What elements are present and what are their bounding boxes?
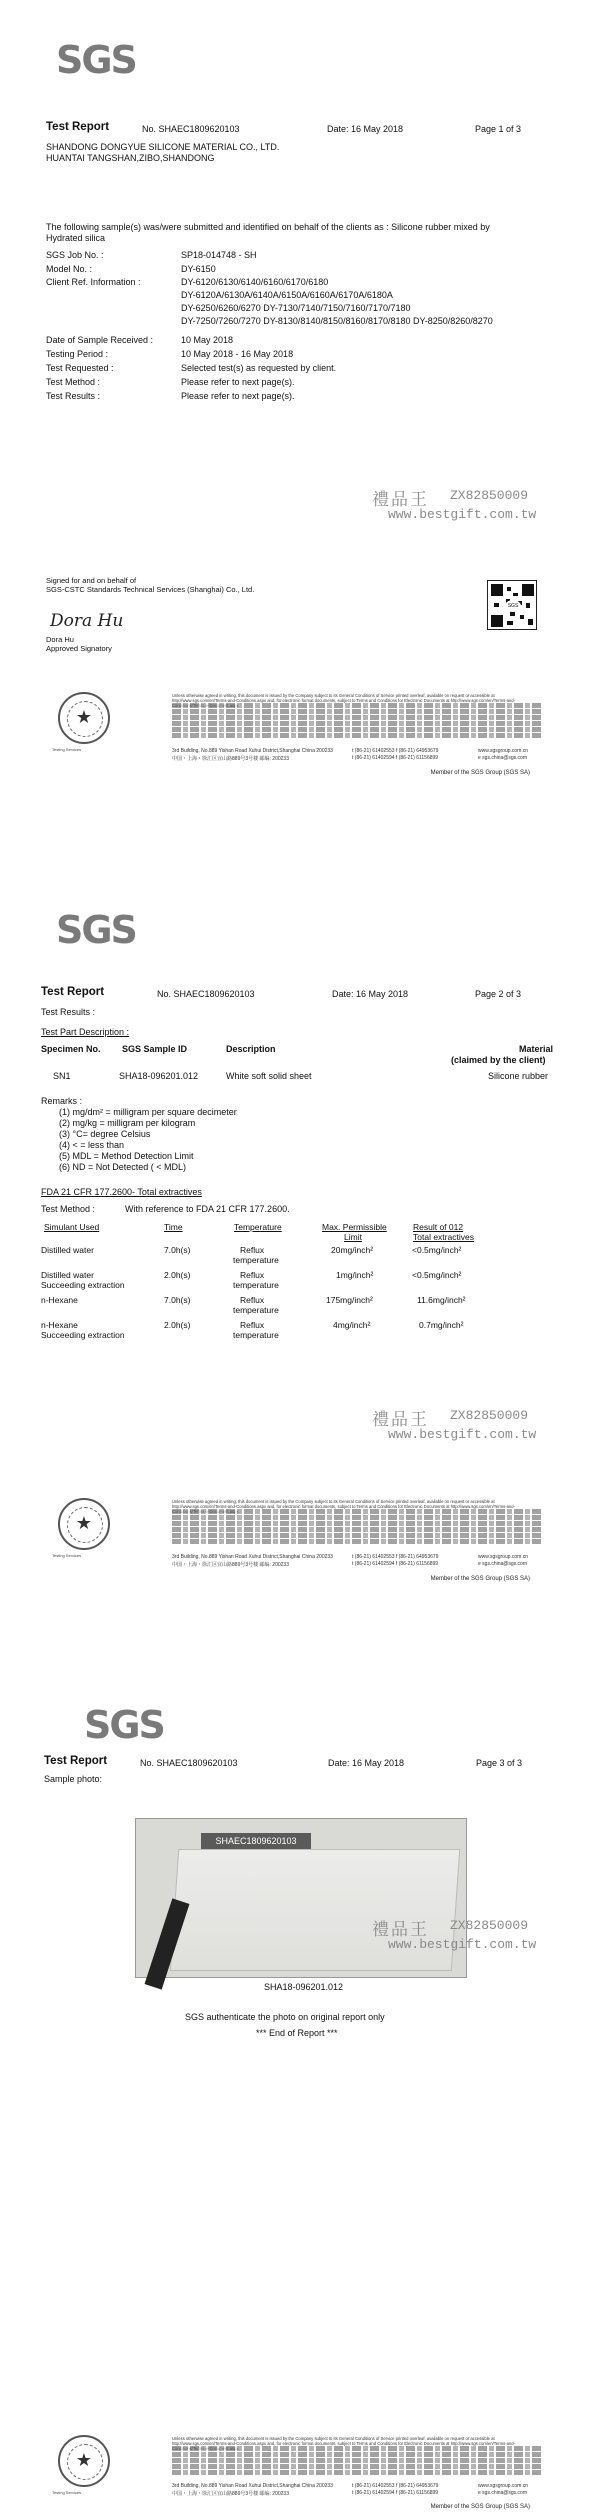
report-date: Date: 16 May 2018	[328, 1758, 405, 1768]
phone-en: t (86-21) 61402553 f (86-21) 64953679	[352, 2483, 439, 2489]
cell-time: 2.0h(s)	[164, 1320, 191, 1330]
qr-label: SGS	[505, 600, 521, 612]
test-method-value: With reference to FDA 21 CFR 177.2600.	[125, 1204, 290, 1214]
client-ref-line: DY-6250/6260/6270 DY-7130/7140/7150/7160/7170/7180	[181, 303, 411, 313]
cell-temp-2: temperature	[233, 1280, 279, 1290]
signer-title: Approved Signatory	[46, 644, 112, 653]
sgs-logo: SGS	[84, 1703, 164, 1747]
cell-simulant-2: Succeeding extraction	[41, 1280, 125, 1290]
cell-simulant: Distilled water	[41, 1270, 94, 1280]
member-note: Member of the SGS Group (SGS SA)	[430, 1576, 530, 1582]
sgs-logo: SGS	[56, 908, 136, 952]
address-en: 3rd Building, No.889 Yishan Road Xuhui District,Shanghai China 200233	[172, 748, 333, 754]
email: e sgs.china@sgs.com	[478, 2490, 527, 2496]
field-label: Test Method :	[46, 377, 101, 387]
cell-result: 11.6mg/inch²	[417, 1295, 466, 1305]
cell-result: <0.5mg/inch²	[412, 1245, 462, 1255]
report-number: No. SHAEC1809620103	[157, 989, 255, 999]
remark-item: (6) ND = Not Detected ( < MDL)	[59, 1162, 187, 1172]
client-ref-line: DY-7250/7260/7270 DY-8130/8140/8150/8160/8170/8180 DY-8250/8260/8270	[181, 316, 493, 326]
address-en: 3rd Building, No.889 Yishan Road Xuhui District,Shanghai China 200233	[172, 1554, 333, 1560]
sample-material: Silicone rubber	[488, 1071, 549, 1081]
field-label: Testing Period :	[46, 349, 109, 359]
report-page-2	[0, 870, 600, 1705]
seal-caption: Testing Services	[52, 747, 82, 752]
cell-simulant: n-Hexane	[41, 1320, 78, 1330]
watermark-url: www.bestgift.com.tw	[388, 507, 537, 522]
client-address: HUANTAI TANGSHAN,ZIBO,SHANDONG	[46, 153, 215, 163]
signer-name: Dora Hu	[46, 635, 74, 644]
address-cn: 中国・上海・徐汇区宜山路889号3号楼 邮编: 200233	[172, 1562, 289, 1568]
field-label: Test Results :	[46, 391, 101, 401]
seal-caption: Testing Services	[52, 1553, 82, 1558]
signature: Dora Hu	[50, 611, 124, 631]
inspection-seal: ★	[58, 1498, 110, 1550]
col-sample-id: SGS Sample ID	[122, 1044, 188, 1054]
remarks-title: Remarks :	[41, 1096, 83, 1106]
report-page-3	[0, 1705, 600, 2517]
address-en: 3rd Building, No.889 Yishan Road Xuhui District,Shanghai China 200233	[172, 2483, 333, 2489]
header-temperature: Temperature	[234, 1222, 282, 1232]
phone-en: t (86-21) 61402553 f (86-21) 64953679	[352, 748, 439, 754]
website: www.sgsgroup.com.cn	[478, 1554, 529, 1560]
test-part-description: Test Part Description :	[41, 1027, 130, 1037]
phone-cn: t (86-21) 61402594 f (86-21) 61156899	[352, 755, 439, 761]
fine-print: Unless otherwise agreed in writing, this document is issued by the Company subject to its General Conditions of Service printed overleaf, available on request or accessible at http://www.sgs.com/en/Terms-and-Conditions.aspx and, for electronic format documents, subject to Terms and Conditions for Electronic Documents at http://www.sgs.com/en/Terms-and-	[172, 693, 542, 739]
col-material: Material	[519, 1044, 554, 1054]
sample-description: White soft solid sheet	[226, 1071, 312, 1081]
email: e sgs.china@sgs.com	[478, 755, 527, 761]
header-limit: Max. Permissible	[322, 1222, 387, 1232]
report-number: No. SHAEC1809620103	[140, 1758, 238, 1768]
field-value: DY-6150	[181, 264, 216, 274]
website: www.sgsgroup.com.cn	[478, 748, 529, 754]
cell-limit: 20mg/inch²	[331, 1245, 374, 1255]
photo-label: SHAEC1809620103	[201, 1833, 311, 1849]
watermark-chinese: 禮品王	[372, 1410, 429, 1430]
field-value: 10 May 2018 - 16 May 2018	[181, 349, 294, 359]
field-label: Model No. :	[46, 264, 93, 274]
report-title: Test Report	[44, 1755, 108, 1767]
field-label: Client Ref. Information :	[46, 277, 141, 287]
cell-simulant-2: Succeeding extraction	[41, 1330, 125, 1340]
report-date: Date: 16 May 2018	[327, 124, 404, 134]
authenticate-note: SGS authenticate the photo on original report only	[185, 2012, 385, 2022]
specimen-no: SN1	[53, 1071, 71, 1081]
email: e sgs.china@sgs.com	[478, 1561, 527, 1567]
member-note: Member of the SGS Group (SGS SA)	[430, 770, 530, 776]
end-of-report: *** End of Report ***	[256, 2028, 338, 2038]
signed-line: Signed for and on behalf of	[46, 576, 137, 585]
header-simulant: Simulant Used	[44, 1222, 100, 1232]
signed-company: SGS-CSTC Standards Technical Services (Shanghai) Co., Ltd.	[46, 585, 255, 594]
watermark-url: www.bestgift.com.tw	[388, 1427, 537, 1442]
fine-print: Unless otherwise agreed in writing, this document is issued by the Company subject to its General Conditions of Service printed overleaf, available on request or accessible at http://www.sgs.com/en/Terms-and-Conditions.aspx and, for electronic format documents, subject to Terms and Conditions for Electronic Documents at http://www.sgs.com/en/Terms-and-	[172, 1499, 542, 1545]
client-name: SHANDONG DONGYUE SILICONE MATERIAL CO., LTD.	[46, 142, 280, 152]
phone-cn: t (86-21) 61402594 f (86-21) 61156899	[352, 1561, 439, 1567]
cell-temp: Reflux	[240, 1320, 265, 1330]
intro-text-2: Hydrated silica	[46, 233, 106, 243]
report-title: Test Report	[46, 121, 110, 133]
cell-time: 2.0h(s)	[164, 1270, 191, 1280]
phone-cn: t (86-21) 61402594 f (86-21) 61156899	[352, 2490, 439, 2496]
col-material-note: (claimed by the client)	[451, 1055, 546, 1065]
watermark-code: ZX82850009	[450, 1408, 529, 1423]
cell-temp: Reflux	[240, 1270, 265, 1280]
page-number: Page 2 of 3	[475, 989, 522, 999]
sample-photo	[135, 1818, 467, 1978]
intro-text: The following sample(s) was/were submitted and identified on behalf of the clients as : Silicone rubber mixed by	[46, 222, 490, 232]
watermark-code: ZX82850009	[450, 488, 529, 503]
cell-temp: Reflux	[240, 1295, 265, 1305]
report-date: Date: 16 May 2018	[332, 989, 409, 999]
cell-result: 0.7mg/inch²	[419, 1320, 464, 1330]
remark-item: (1) mg/dm² = milligram per square decimeter	[59, 1107, 237, 1117]
field-label: SGS Job No. :	[46, 250, 104, 260]
section-title: FDA 21 CFR 177.2600- Total extractives	[41, 1187, 202, 1197]
header-limit-2: Limit	[344, 1232, 362, 1242]
cell-limit: 175mg/inch²	[326, 1295, 373, 1305]
remark-item: (5) MDL = Method Detection Limit	[59, 1151, 194, 1161]
cell-limit: 4mg/inch²	[333, 1320, 371, 1330]
field-label: Test Requested :	[46, 363, 114, 373]
watermark-code: ZX82850009	[450, 1918, 529, 1933]
field-value: Please refer to next page(s).	[181, 391, 295, 401]
field-value: DY-6120/6130/6140/6160/6170/6180	[181, 277, 329, 287]
report-number: No. SHAEC1809620103	[142, 124, 240, 134]
inspection-seal: ★	[58, 2435, 110, 2487]
photo-caption: SHA18-096201.012	[264, 1982, 344, 1992]
col-description: Description	[226, 1044, 276, 1054]
field-value: Selected test(s) as requested by client.	[181, 363, 337, 373]
page-number: Page 3 of 3	[476, 1758, 523, 1768]
field-value: 10 May 2018	[181, 335, 234, 345]
cell-temp-2: temperature	[233, 1305, 279, 1315]
watermark-chinese: 禮品王	[372, 1920, 429, 1940]
report-title: Test Report	[41, 986, 105, 998]
page-number: Page 1 of 3	[475, 124, 522, 134]
header-result-2: Total extractives	[413, 1232, 474, 1242]
cell-simulant: Distilled water	[41, 1245, 94, 1255]
header-time: Time	[164, 1222, 183, 1232]
cell-temp-2: temperature	[233, 1255, 279, 1265]
sample-id: SHA18-096201.012	[119, 1071, 199, 1081]
cell-time: 7.0h(s)	[164, 1295, 191, 1305]
cell-simulant: n-Hexane	[41, 1295, 78, 1305]
inspection-seal: ★	[58, 692, 110, 744]
cell-temp-2: temperature	[233, 1330, 279, 1340]
member-note: Member of the SGS Group (SGS SA)	[430, 2504, 530, 2510]
watermark-chinese: 禮品王	[372, 490, 429, 510]
field-value: Please refer to next page(s).	[181, 377, 295, 387]
sample-photo-label: Sample photo:	[44, 1774, 103, 1784]
watermark-url: www.bestgift.com.tw	[388, 1937, 537, 1952]
remark-item: (4) < = less than	[59, 1140, 125, 1150]
sgs-logo: SGS	[56, 38, 136, 82]
qr-code	[487, 580, 537, 630]
client-ref-line: DY-6120A/6130A/6140A/6150A/6160A/6170A/6180A	[181, 290, 393, 300]
fine-print: Unless otherwise agreed in writing, this document is issued by the Company subject to its General Conditions of Service printed overleaf, available on request or accessible at http://www.sgs.com/en/Terms-and-Conditions.aspx and, for electronic format documents, subject to Terms and Conditions for Electronic Documents at http://www.sgs.com/en/Terms-and-	[172, 2436, 542, 2476]
phone-en: t (86-21) 61402553 f (86-21) 64953679	[352, 1554, 439, 1560]
cell-time: 7.0h(s)	[164, 1245, 191, 1255]
remark-item: (3) °C= degree Celsius	[59, 1129, 151, 1139]
header-result: Result of 012	[413, 1222, 464, 1232]
address-cn: 中国・上海・徐汇区宜山路889号3号楼 邮编: 200233	[172, 756, 289, 762]
address-cn: 中国・上海・徐汇区宜山路889号3号楼 邮编: 200233	[172, 2491, 289, 2497]
test-method-label: Test Method :	[41, 1204, 96, 1214]
cell-temp: Reflux	[240, 1245, 265, 1255]
website: www.sgsgroup.com.cn	[478, 2483, 529, 2489]
test-results-label: Test Results :	[41, 1007, 96, 1017]
cell-result: <0.5mg/inch²	[412, 1270, 462, 1280]
col-specimen: Specimen No.	[41, 1044, 101, 1054]
seal-caption: Testing Services	[52, 2490, 82, 2495]
remark-item: (2) mg/kg = milligram per kilogram	[59, 1118, 196, 1128]
cell-limit: 1mg/inch²	[336, 1270, 374, 1280]
field-label: Date of Sample Received :	[46, 335, 154, 345]
field-value: SP18-014748 - SH	[181, 250, 257, 260]
